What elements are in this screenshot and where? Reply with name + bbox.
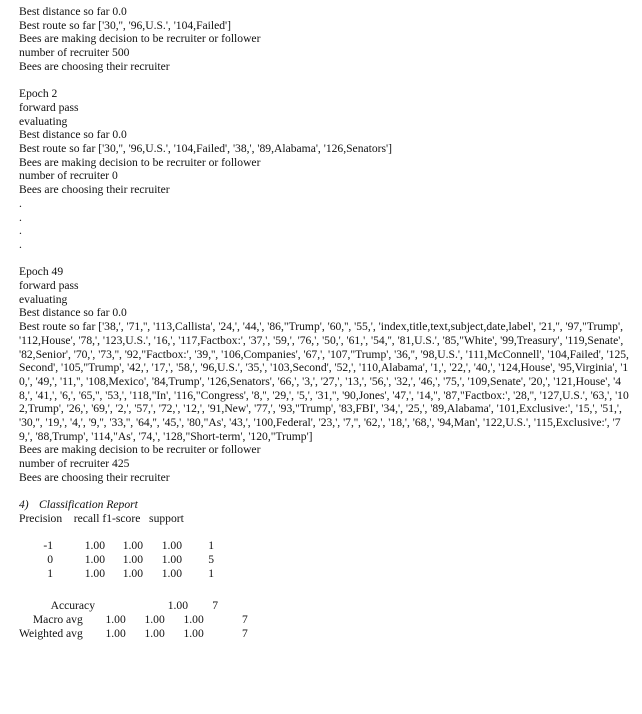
precision-cell: 1.00 [105, 613, 126, 627]
best-route-line: Best route so far ['38,', '71,'', '113,Callista', '24,', '44,', '86,"Trump', '60,'', '55,', 'index,title,text,subject,date,label', '21,'', '97,"Trump', '112,House', '78,', '123,U.S.', '16,', '117,Factbox:', '37,', '59,', '76,', '50,', '61,', '54,'', '81,U.S.', '85,"White', '99,Treasury', '119,Senate', '82,Senior', '70,', '73,'', '92,"Factbox:', '39,'', '106,Companies', '67,', '107,"Trump', '36,'', '98,U.S.', '111,McConnell', '104,Failed', '125,Second', '105,"Trump', '42,', '17,', '58,', '96,U.S.', '35,', '103,Second', '52,', '110,Alabama', '1,', '22,', '40,', '124,House', '95,Virginia', '10,', '49,', '11,'', '108,Mexico', '84,Trump', '126,Senators', '66,', '3,', '27,', '13,', '56,', '32,', '46,', '75,', '109,Senate', '20,', '121,House', '48,', '41,', '6,', '65,'', '53,', '118,"In', '116,"Congress', '8,'', '29,', '5,', '31,'', '90,Jones', '47,', '14,'', '87,"Factbox:', '28,'', '127,U.S.', '63,', '102,Trump', '26,', '69,', '2,', '57,', '72,', '12,', '91,New', '77,', '93,"Trump', '83,FBI', '34,', '25,', '89,Alabama', '101,Exclusive:', '15,', '51,', '30,'', '19,', '4,', '9,'', '33,'', '64,'', '45,', '80,"As', '43,', '100,Federal', '23,', '7,'', '62,', '18,', '68,', '94,Man', '122,U.S.', '115,Exclusive:', '79,', '88,Trump', '114,"As', '74,', '128,"Short-term', '120,"Trump'] [19, 320, 629, 443]
recruiter-count-line: number of recruiter 0 [19, 169, 118, 183]
recall-cell: 1.00 [122, 539, 143, 553]
weighted-avg-label: Weighted avg [19, 627, 83, 641]
spacer [19, 252, 631, 266]
section-heading [19, 498, 631, 512]
f1-cell: 1.00 [161, 539, 182, 553]
table-row [19, 567, 214, 581]
class-label: 0 [47, 553, 53, 567]
table-row [19, 553, 214, 567]
report-average-table [19, 613, 248, 641]
support-cell: 7 [241, 613, 248, 627]
support-cell: 7 [241, 627, 248, 641]
forward-pass-line: forward pass [19, 279, 79, 293]
decision-line: Bees are making decision to be recruiter or follower [19, 32, 261, 46]
spacer [19, 74, 631, 88]
table-row [19, 613, 248, 627]
recall-cell: 1.00 [144, 613, 165, 627]
precision-cell: 1.00 [84, 553, 105, 567]
spacer [19, 485, 631, 499]
precision-cell: 1.00 [84, 539, 105, 553]
choosing-line: Bees are choosing their recruiter [19, 59, 170, 73]
ellipsis-dot: . [19, 196, 22, 210]
recall-cell: 1.00 [122, 567, 143, 581]
best-distance-line: Best distance so far 0.0 [19, 5, 127, 18]
support-cell: 1 [208, 567, 214, 581]
ellipsis-dot: . [19, 237, 22, 251]
ellipsis-dot: . [19, 224, 22, 238]
decision-line: Bees are making decision to be recruiter or follower [19, 155, 261, 169]
epoch-label: Epoch 2 [19, 87, 58, 101]
recall-cell: 1.00 [122, 553, 143, 567]
f1-cell: 1.00 [183, 627, 204, 641]
table-row [19, 599, 218, 613]
evaluating-line: evaluating [19, 114, 68, 128]
report-class-table [19, 539, 214, 581]
best-route-line: Best route so far ['30,'', '96,U.S.', '104,Failed'] [19, 18, 232, 32]
ellipsis-dot: . [19, 210, 22, 224]
f1-cell: 1.00 [167, 599, 188, 613]
class-label: 1 [47, 567, 53, 581]
spacer [19, 581, 631, 599]
table-row [19, 627, 248, 641]
section-number: 4) [19, 498, 29, 512]
decision-line: Bees are making decision to be recruiter or follower [19, 443, 261, 457]
f1-cell: 1.00 [161, 553, 182, 567]
recruiter-count-line: number of recruiter 425 [19, 457, 130, 471]
accuracy-label: Accuracy [50, 599, 95, 613]
precision-cell: 1.00 [84, 567, 105, 581]
empty-cell [95, 599, 165, 613]
best-distance-line: Best distance so far 0.0 [19, 306, 127, 320]
class-label: -1 [43, 539, 53, 553]
section-title: Classification Report [39, 498, 138, 512]
f1-cell: 1.00 [161, 567, 182, 581]
support-cell: 5 [208, 553, 214, 567]
support-cell: 1 [208, 539, 214, 553]
document-body [19, 5, 631, 641]
best-distance-line: Best distance so far 0.0 [19, 128, 127, 142]
report-average-table [19, 599, 218, 613]
best-route-line: Best route so far ['30,'', '96,U.S.', '104,Failed', '38,', '89,Alabama', '126,Senators'] [19, 142, 392, 156]
choosing-line: Bees are choosing their recruiter [19, 183, 170, 197]
forward-pass-line: forward pass [19, 100, 79, 114]
macro-avg-label: Macro avg [32, 613, 83, 627]
choosing-line: Bees are choosing their recruiter [19, 470, 170, 484]
table-row [19, 539, 214, 553]
evaluating-line: evaluating [19, 292, 68, 306]
spacer [19, 526, 631, 540]
support-cell: 7 [212, 599, 218, 613]
recruiter-count-line: number of recruiter 500 [19, 46, 130, 60]
epoch-label: Epoch 49 [19, 265, 64, 279]
precision-cell: 1.00 [105, 627, 126, 641]
report-header: Precision recall f1-score support [19, 511, 184, 525]
recall-cell: 1.00 [144, 627, 165, 641]
f1-cell: 1.00 [183, 613, 204, 627]
